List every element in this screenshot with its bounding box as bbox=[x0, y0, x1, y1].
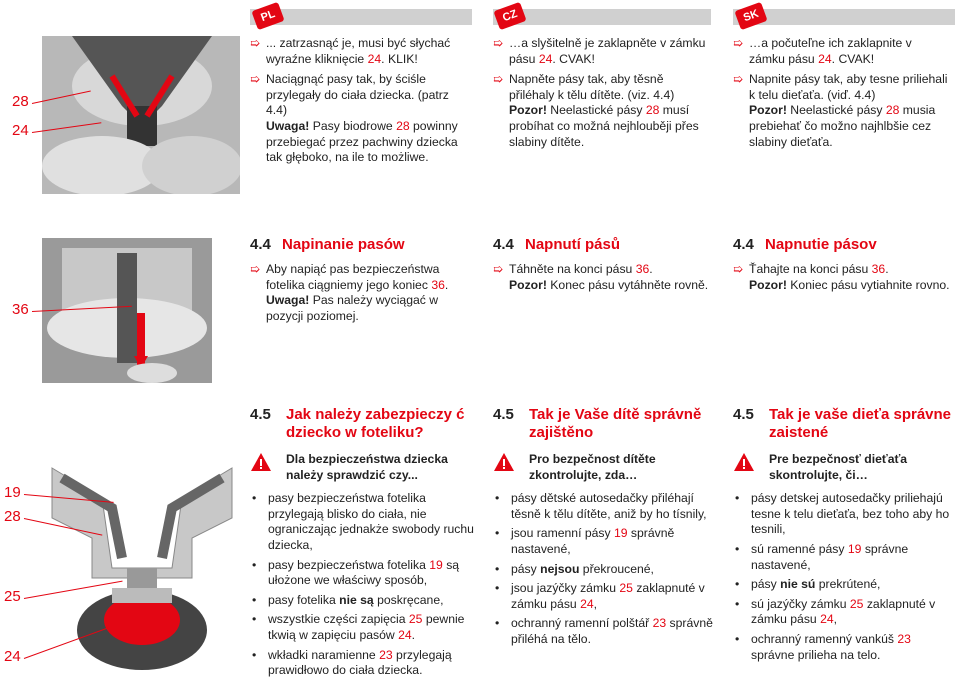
section-title: Tak je vaše dieťa správne zaistené bbox=[769, 406, 952, 441]
arrow-icon: ➯ bbox=[250, 262, 261, 276]
label-36: 36 bbox=[12, 301, 29, 318]
bottom-text-sk: 4.5 Tak je vaše dieťa správne zaistené Pre bezpečnosť dieťaťa skontrolujte, či… • pásy detskej autosedačky priliehajú tesne k telu dieťaťa, bez toho aby ho tesnili, • sú ramenné pásy 19 správne nastavené, • pásy nie sú prekrútené, • sú jazýčky zámku 25 zaklapnuté v zámku pásu 24, • ochranný ramenný vankúš 23 správne prilieha na telo. bbox=[733, 406, 955, 667]
photo-belt-tightening bbox=[42, 238, 212, 383]
arrow-icon: ➯ bbox=[493, 72, 504, 87]
section-title: Napinanie pasów bbox=[282, 236, 405, 253]
arrow-icon: ➯ bbox=[733, 72, 744, 87]
top-text-pl: ➯ ... zatrzasnąć je, musi być słychać wyraźne kliknięcie 24. KLIK! ➯ Naciągnąć pasy tak, by ściśle przylegały do ciała dziecka. (patrz 4.4) Uwaga! Pasy biodrowe 28 powinny przebiegać przez pachwiny dziecka tak głęboko, na ile to możliwe. bbox=[250, 36, 458, 165]
section-title: Tak je Vaše dítě správně zajištěno bbox=[529, 406, 702, 441]
top-text-sk: ➯ …a počuteľne ich zaklapnite v zámku pásu 24. CVAK! ➯ Napnite pásy tak, aby tesne priliehali k telu dieťaťa. (viď. 4.4) Pozor! Neelastické pásy 28 musia prebiehať čo možno najhlbšie cez slabiny dieťaťa. bbox=[733, 36, 948, 149]
mid-text-cz: 4.4 Napnutí pásů ➯ Táhněte na konci pásu 36. Pozor! Konec pásu vytáhněte rovně. bbox=[493, 236, 709, 292]
warning-icon bbox=[493, 452, 515, 472]
photo-buckle-fastening bbox=[42, 36, 240, 194]
arrow-icon: ➯ bbox=[493, 36, 504, 50]
flag-cz: CZ bbox=[493, 2, 526, 30]
warning-icon bbox=[250, 452, 272, 472]
section-title: Jak należy zabezpieczy ć dziecko w foteliku? bbox=[286, 406, 465, 441]
top-text-cz: ➯ …a slyšitelně je zaklapněte v zámku pásu 24. CVAK! ➯ Napněte pásy tak, aby těsně přiléhaly k tělu dítěte. (viz. 4.4) Pozor! Neelastické pásy 28 musí probíhat co možná nejhlouběji přes slabiny dítěte. bbox=[493, 36, 706, 149]
label-28-top: 28 bbox=[12, 93, 29, 110]
arrow-icon: ➯ bbox=[493, 262, 504, 276]
flag-pl: PL bbox=[251, 2, 284, 30]
arrow-icon: ➯ bbox=[733, 36, 744, 50]
arrow-icon: ➯ bbox=[733, 262, 744, 276]
harness-illustration bbox=[42, 408, 242, 676]
arrow-icon: ➯ bbox=[250, 36, 261, 50]
arrow-icon: ➯ bbox=[250, 72, 261, 87]
warning-icon bbox=[733, 452, 755, 472]
label-19: 19 bbox=[4, 484, 21, 501]
label-24-bottom: 24 bbox=[4, 648, 21, 665]
flag-sk: SK bbox=[734, 2, 767, 30]
header-bar-cz bbox=[493, 9, 711, 25]
label-25: 25 bbox=[4, 588, 21, 605]
section-title: Napnutie pásov bbox=[765, 236, 877, 253]
bottom-text-pl: 4.5 Jak należy zabezpieczy ć dziecko w foteliku? Dla bezpieczeństwa dziecka należy sprawdzić czy... • pasy bezpieczeństwa fotelika przylegają blisko do ciała, nie ograniczając jednakże swobody ruchu dziecka, • pasy bezpieczeństwa fotelika 19 są ułożone we właściwy sposób, • pasy fotelika nie są poskręcane, • wszystkie części zapięcia 25 pewnie tkwią w zapięciu pasów 24. • wkładki naramienne 23 przylegają prawidłowo do ciała dziecka. bbox=[250, 406, 475, 683]
mid-text-pl: 4.4 Napinanie pasów ➯ Aby napiąć pas bezpieczeństwa fotelika ciągniemy jego koniec 36. Uwaga! Pas należy wyciągać w pozycji poziomej. bbox=[250, 236, 449, 323]
section-title: Napnutí pásů bbox=[525, 236, 621, 253]
label-28-bottom: 28 bbox=[4, 508, 21, 525]
bottom-text-cz: 4.5 Tak je Vaše dítě správně zajištěno Pro bezpečnost dítěte zkontrolujte, zda… • pásy dětské autosedačky přiléhají těsně k tělu dítěte, aniž by ho tísnily, • jsou ramenní pásy 19 správně nastavené, • pásy nejsou překroucené, • jsou jazýčky zámku 25 zaklapnuté v zámku pásu 24, • ochranný ramenní polštář 23 správně přiléhá na tělo. bbox=[493, 406, 715, 652]
mid-text-sk: 4.4 Napnutie pásov ➯ Ťahajte na konci pásu 36. Pozor! Koniec pásu vytiahnite rovno. bbox=[733, 236, 950, 292]
label-24-top: 24 bbox=[12, 122, 29, 139]
